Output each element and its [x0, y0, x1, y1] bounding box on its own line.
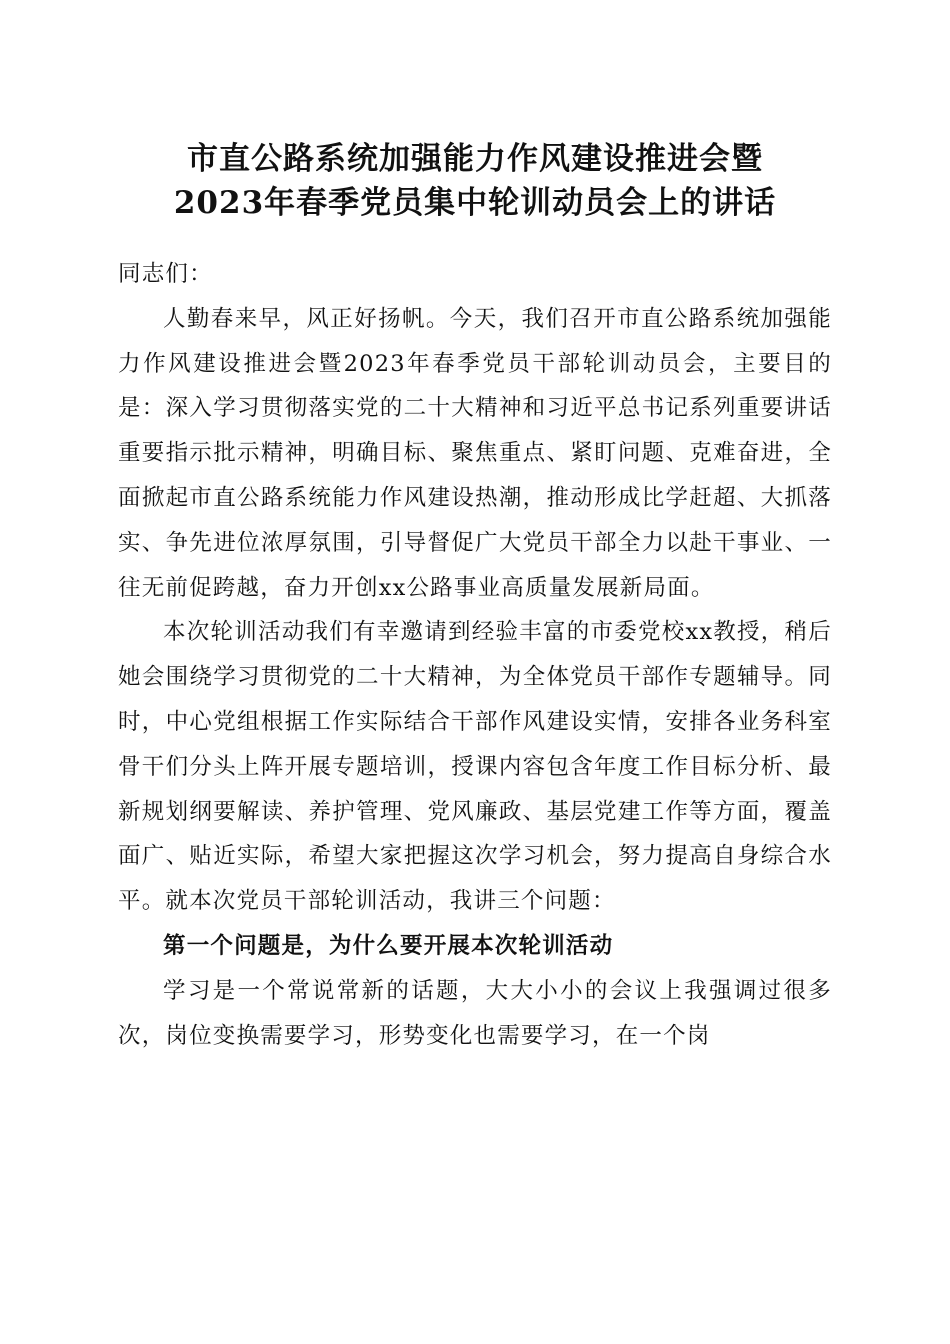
paragraph-training-arrangement: 本次轮训活动我们有幸邀请到经验丰富的市委党校xx教授，稍后她会围绕学习贯彻党的二十大精神，为全体党员干部作专题辅导。同时，中心党组根据工作实际结合干部作风建设实情，安排各业务科室骨干们分头上阵开展专题培训，授课内容包含年度工作目标分析、最新规划纲要解读、养护管理、党风廉政、基层党建工作等方面，覆盖面广、贴近实际，希望大家把握这次学习机会，努力提高自身综合水平。就本次党员干部轮训活动，我讲三个问题： — [118, 619, 832, 915]
section-paragraph: 学习是一个常说常新的话题，大大小小的会议上我强调过很多次，岗位变换需要学习，形势变化也需要学习，在一个岗 — [118, 977, 832, 1049]
document-title-line-2: 2023年春季党员集中轮训动员会上的讲话 — [173, 185, 777, 221]
document-body — [118, 252, 832, 1058]
paragraph-opening: 人勤春来早，风正好扬帆。今天，我们召开市直公路系统加强能力作风建设推进会暨2023年春季党员干部轮训动员会，主要目的是：深入学习贯彻落实党的二十大精神和习近平总书记系列重要讲话重要指示批示精神，明确目标、聚焦重点、紧盯问题、克难奋进，全面掀起市直公路系统能力作风建设热潮，推动形成比学赶超、大抓落实、争先进位浓厚氛围，引导督促广大党员干部全力以赴干事业、一往无前促跨越，奋力开创xx公路事业高质量发展新局面。 — [118, 305, 832, 601]
section-heading: 第一个问题是，为什么要开展本次轮训活动 — [163, 932, 614, 959]
salutation: 同志们： — [118, 261, 213, 287]
document-title-line-1: 市直公路系统加强能力作风建设推进会暨 — [187, 141, 763, 177]
